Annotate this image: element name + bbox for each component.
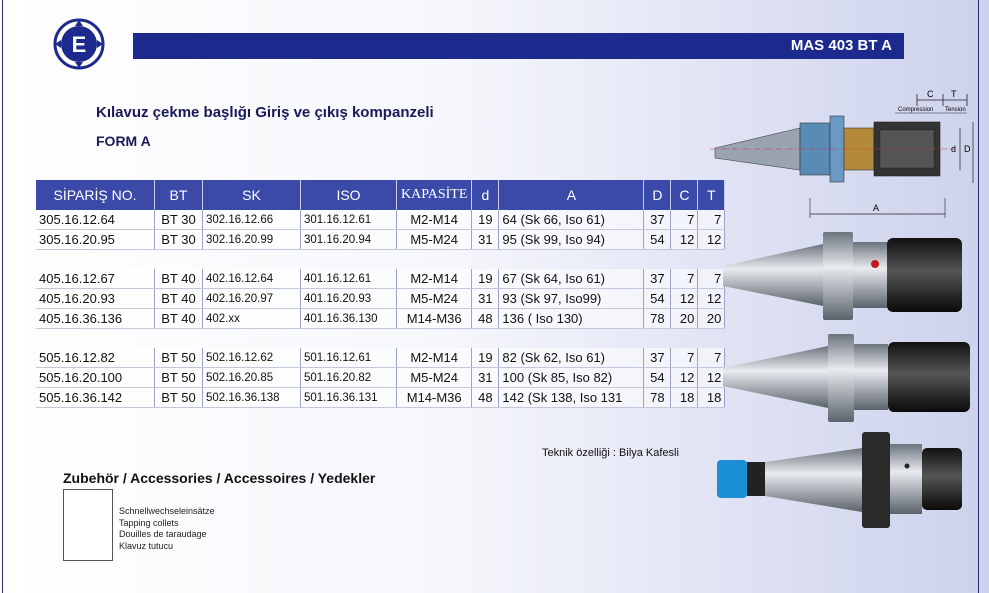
col-header-capacity: KAPASİTE — [397, 180, 472, 210]
cell-d: 19 — [472, 210, 499, 230]
cell-order-no: 405.16.36.136 — [36, 309, 155, 329]
cell-sk: 502.16.12.62 — [203, 348, 301, 368]
spacer-cell — [36, 250, 725, 270]
cell-order-no: 405.16.20.93 — [36, 289, 155, 309]
table-row — [36, 309, 725, 329]
svg-text:d: d — [951, 144, 957, 154]
cell-capacity: M5-M24 — [397, 368, 472, 388]
cell-t: 7 — [698, 210, 725, 230]
cell-iso: 401.16.36.130 — [301, 309, 397, 329]
cell-d: 31 — [472, 289, 499, 309]
table-row — [36, 210, 725, 230]
form-label: FORM A — [96, 133, 151, 149]
cell-order-no: 505.16.36.142 — [36, 388, 155, 408]
accessories-list — [119, 506, 215, 552]
cell-bt: BT 40 — [155, 289, 203, 309]
title-bar — [133, 33, 904, 59]
cell-t: 12 — [698, 289, 725, 309]
col-header-big-d: D — [644, 180, 671, 210]
table-row — [36, 368, 725, 388]
cell-t: 7 — [698, 269, 725, 289]
cell-capacity: M14-M36 — [397, 388, 472, 408]
cell-c: 12 — [671, 368, 698, 388]
cell-sk: 502.16.36.138 — [203, 388, 301, 408]
cell-bt: BT 30 — [155, 230, 203, 250]
cell-a: 67 (Sk 64, Iso 61) — [499, 269, 644, 289]
technical-note: Teknik özelliği : Bilya Kafesli — [542, 447, 679, 459]
cell-t: 7 — [698, 348, 725, 368]
cell-c: 7 — [671, 348, 698, 368]
cell-capacity: M2-M14 — [397, 348, 472, 368]
company-logo — [53, 18, 105, 70]
cell-capacity: M2-M14 — [397, 210, 472, 230]
page-heading: Kılavuz çekme başlığı Giriş ve çıkış kompanzeli — [96, 104, 434, 121]
col-header-a: A — [499, 180, 644, 210]
cell-c: 20 — [671, 309, 698, 329]
cell-sk: 502.16.20.85 — [203, 368, 301, 388]
col-header-d: d — [472, 180, 499, 210]
cell-t: 20 — [698, 309, 725, 329]
cell-order-no: 505.16.12.82 — [36, 348, 155, 368]
cell-bt: BT 50 — [155, 388, 203, 408]
accessory-item: Douilles de taraudage — [119, 529, 207, 539]
col-header-c: C — [671, 180, 698, 210]
cell-a: 64 (Sk 66, Iso 61) — [499, 210, 644, 230]
cell-sk: 402.16.12.64 — [203, 269, 301, 289]
accessory-item: Tapping collets — [119, 517, 179, 528]
cell-c: 12 — [671, 230, 698, 250]
col-header-bt: BT — [155, 180, 203, 210]
spec-table-body — [36, 210, 725, 408]
cell-d: 31 — [472, 368, 499, 388]
cell-sk: 302.16.20.99 — [203, 230, 301, 250]
table-row — [36, 289, 725, 309]
cell-c: 12 — [671, 289, 698, 309]
col-header-iso: ISO — [301, 180, 397, 210]
cell-sk: 402.xx — [203, 309, 301, 329]
svg-text:C: C — [927, 89, 934, 99]
technical-drawing — [705, 88, 980, 223]
table-row — [36, 230, 725, 250]
col-header-sk: SK — [203, 180, 301, 210]
cell-big-d: 78 — [644, 309, 671, 329]
cell-capacity: M5-M24 — [397, 230, 472, 250]
spacer-cell — [36, 329, 725, 349]
cell-bt: BT 30 — [155, 210, 203, 230]
cell-iso: 501.16.12.61 — [301, 348, 397, 368]
cell-big-d: 78 — [644, 388, 671, 408]
cell-iso: 501.16.20.82 — [301, 368, 397, 388]
cell-iso: 301.16.20.94 — [301, 230, 397, 250]
cell-iso: 301.16.12.61 — [301, 210, 397, 230]
accessories-title: Zubehör / Accessories / Accessoires / Yedekler — [63, 470, 376, 486]
cell-d: 19 — [472, 269, 499, 289]
cell-c: 18 — [671, 388, 698, 408]
svg-text:E: E — [71, 32, 87, 57]
cell-big-d: 54 — [644, 368, 671, 388]
tool-bt40-image — [718, 228, 968, 326]
cell-d: 48 — [472, 388, 499, 408]
cell-t: 12 — [698, 230, 725, 250]
svg-text:D: D — [964, 144, 971, 154]
frame-left-line — [2, 0, 3, 593]
svg-text:T: T — [951, 89, 957, 99]
cell-t: 18 — [698, 388, 725, 408]
cell-order-no: 505.16.20.100 — [36, 368, 155, 388]
accessory-item: Schnellwechseleinsätze — [119, 506, 215, 516]
cell-c: 7 — [671, 269, 698, 289]
cell-a: 100 (Sk 85, Iso 82) — [499, 368, 644, 388]
table-row — [36, 348, 725, 368]
cell-d: 31 — [472, 230, 499, 250]
cell-big-d: 37 — [644, 269, 671, 289]
cell-big-d: 37 — [644, 348, 671, 368]
cell-big-d: 37 — [644, 210, 671, 230]
cell-t: 12 — [698, 368, 725, 388]
svg-text:Tension: Tension — [945, 107, 966, 113]
cell-capacity: M2-M14 — [397, 269, 472, 289]
cell-d: 48 — [472, 309, 499, 329]
cell-bt: BT 50 — [155, 368, 203, 388]
col-header-t: T — [698, 180, 725, 210]
cell-order-no: 305.16.12.64 — [36, 210, 155, 230]
tool-sk-image — [712, 430, 967, 530]
svg-text:A: A — [873, 203, 880, 213]
accessory-item: Klavuz tutucu — [119, 540, 174, 551]
cell-sk: 402.16.20.97 — [203, 289, 301, 309]
cell-iso: 401.16.12.61 — [301, 269, 397, 289]
cell-bt: BT 40 — [155, 309, 203, 329]
table-row — [36, 388, 725, 408]
cell-bt: BT 50 — [155, 348, 203, 368]
table-group-spacer — [36, 329, 725, 349]
accessories-image-box — [63, 489, 113, 561]
table-row — [36, 269, 725, 289]
model-title: MAS 403 BT A — [790, 37, 892, 54]
cell-bt: BT 40 — [155, 269, 203, 289]
cell-big-d: 54 — [644, 289, 671, 309]
spec-table — [36, 180, 725, 408]
cell-c: 7 — [671, 210, 698, 230]
cell-order-no: 405.16.12.67 — [36, 269, 155, 289]
cell-sk: 302.16.12.66 — [203, 210, 301, 230]
cell-capacity: M14-M36 — [397, 309, 472, 329]
cell-a: 82 (Sk 62, Iso 61) — [499, 348, 644, 368]
cell-order-no: 305.16.20.95 — [36, 230, 155, 250]
cell-iso: 501.16.36.131 — [301, 388, 397, 408]
cell-a: 136 ( Iso 130) — [499, 309, 644, 329]
cell-a: 93 (Sk 97, Iso99) — [499, 289, 644, 309]
table-group-spacer — [36, 250, 725, 270]
svg-text:Compression: Compression — [898, 107, 934, 113]
cell-a: 95 (Sk 99, Iso 94) — [499, 230, 644, 250]
cell-big-d: 54 — [644, 230, 671, 250]
cell-a: 142 (Sk 138, Iso 131 — [499, 388, 644, 408]
cell-iso: 401.16.20.93 — [301, 289, 397, 309]
table-header-row — [36, 180, 725, 210]
col-header-order-no: SİPARİŞ NO. — [36, 180, 155, 210]
cell-capacity: M5-M24 — [397, 289, 472, 309]
cell-d: 19 — [472, 348, 499, 368]
tool-bt50-image — [718, 332, 973, 424]
